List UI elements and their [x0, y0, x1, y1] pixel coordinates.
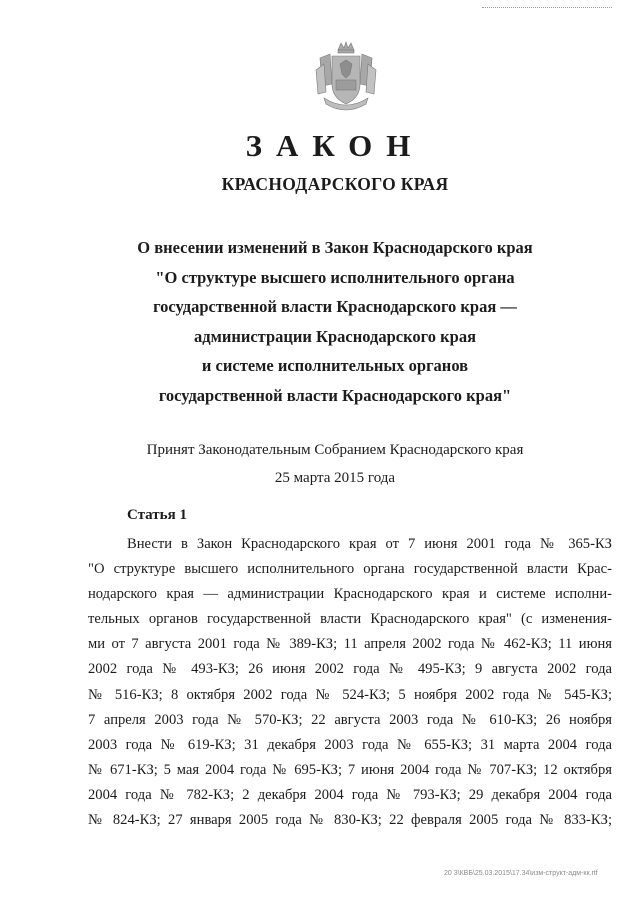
body-line: № 671-КЗ; 5 мая 2004 года № 695-КЗ; 7 июня 2004 года № 707-КЗ; 12 октября — [88, 761, 612, 778]
body-line: 2004 года № 782-КЗ; 2 декабря 2004 года № 793-КЗ; 29 декабря 2004 года — [88, 786, 612, 803]
body-line: тельных органов государственной власти Краснодарского края" (с изменения- — [88, 611, 612, 628]
article-body — [88, 532, 612, 833]
law-name-line: администрации Краснодарского края — [193, 326, 476, 346]
body-line: "О структуре высшего исполнительного органа государственной власти Крас- — [88, 561, 612, 578]
law-name-line: государственной власти Краснодарского края — — [153, 297, 517, 316]
law-name-line: государственной власти Краснодарского края" — [158, 385, 512, 405]
law-name-block — [0, 233, 640, 410]
footer-file-stamp: 20 3\КВБ\25.03.2015\17.34\изм-структ-адм-кк.rtf — [444, 870, 598, 877]
adopted-by: Принят Законодательным Собранием Краснодарского края — [146, 442, 524, 458]
body-line: нодарского края — администрации Краснодарского края и системе исполни- — [88, 586, 612, 603]
article-heading: Статья 1 — [127, 507, 187, 523]
law-name-line: "О структуре высшего исполнительного органа — [155, 267, 515, 287]
body-line: 2002 года № 493-КЗ; 26 июня 2002 года № 495-КЗ; 9 августа 2002 года — [88, 661, 612, 678]
adoption-info — [0, 436, 640, 492]
adopted-date: 25 марта 2015 года — [274, 470, 396, 486]
document-title: ЗАКОН — [245, 128, 425, 163]
body-line: № 516-КЗ; 8 октября 2002 года № 524-КЗ; 5 ноября 2002 года № 545-КЗ; — [88, 686, 612, 703]
body-line: Внести в Закон Краснодарского края от 7 июня 2001 года № 365-КЗ — [127, 536, 612, 552]
document-subtitle: КРАСНОДАРСКОГО КРАЯ — [221, 174, 449, 194]
body-line: 2003 года № 619-КЗ; 31 декабря 2003 года № 655-КЗ; 31 марта 2004 года — [88, 736, 612, 753]
law-name-line: и системе исполнительных органов — [201, 356, 469, 375]
scan-artifact-line — [482, 7, 612, 8]
law-name-line: О внесении изменений в Закон Краснодарского края — [137, 238, 533, 257]
body-line: ми от 7 августа 2001 года № 389-КЗ; 11 апреля 2002 года № 462-КЗ; 11 июня — [88, 636, 612, 653]
coat-of-arms-emblem — [314, 40, 378, 114]
body-line: № 824-КЗ; 27 января 2005 года № 830-КЗ; 22 февраля 2005 года № 833-КЗ; — [88, 812, 612, 829]
body-line: 7 апреля 2003 года № 570-КЗ; 22 августа 2003 года № 610-КЗ; 26 ноября — [88, 711, 612, 728]
